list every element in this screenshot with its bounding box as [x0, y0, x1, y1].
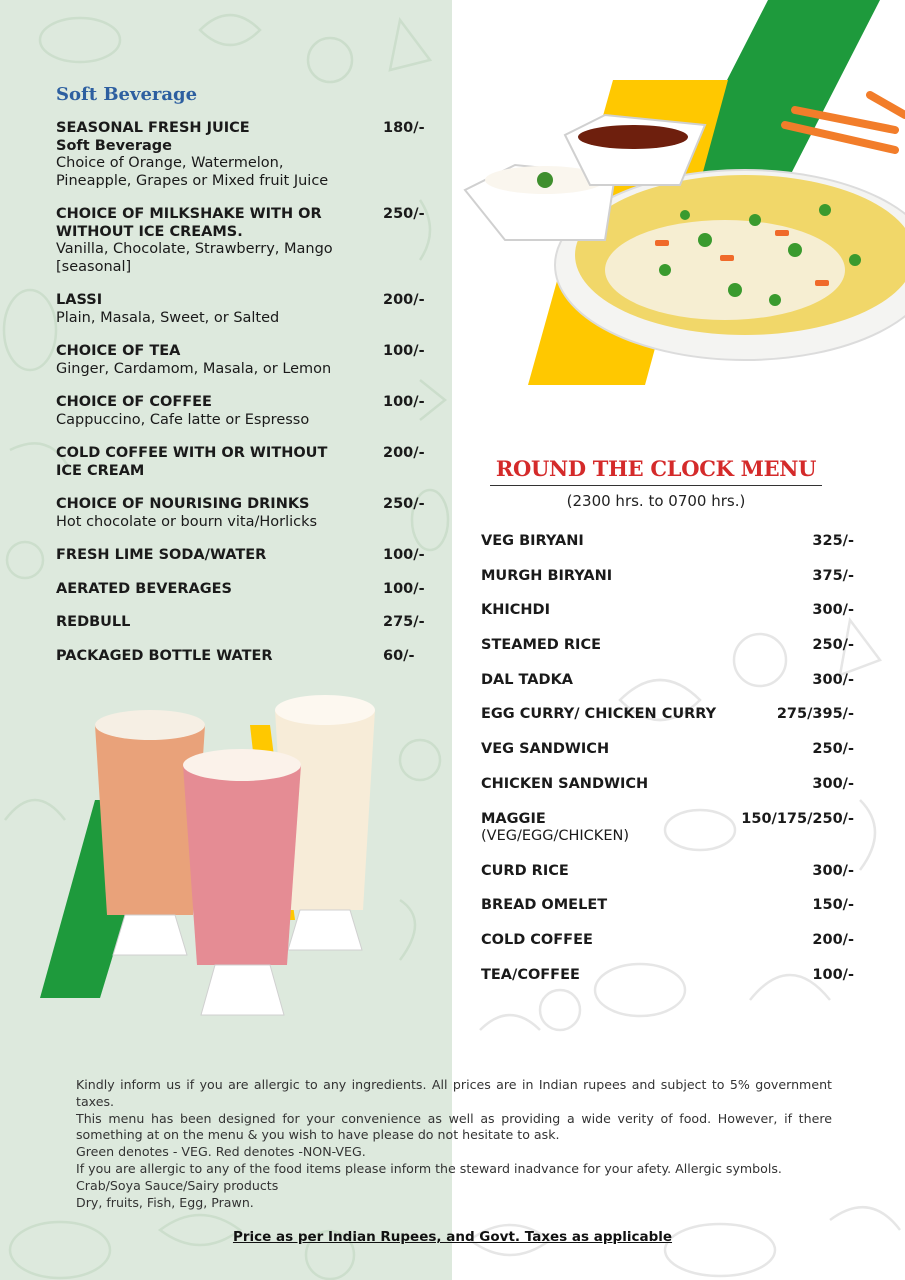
section-title-soft-beverage: Soft Beverage — [56, 84, 198, 105]
footer-text: Price as per Indian Rupees, and Govt. Taxes as applicable — [232, 1229, 673, 1245]
menu-item — [481, 863, 854, 898]
item-name: KHICHDI — [481, 602, 550, 619]
item-name: SEASONAL FRESH JUICE — [56, 120, 250, 136]
item-description: Cappuccino, Cafe latte or Espresso — [56, 411, 310, 428]
item-name: CHOICE OF NOURISING DRINKS — [56, 496, 310, 512]
menu-item — [56, 394, 436, 429]
item-price: 200/- — [812, 931, 854, 948]
item-name: MAGGIE — [481, 810, 546, 827]
item-subtitle: Soft Beverage — [56, 137, 173, 154]
item-name: TEA/COFFEE — [481, 966, 580, 983]
item-name: EGG CURRY/ CHICKEN CURRY — [481, 706, 717, 723]
item-subtitle: (VEG/EGG/CHICKEN) — [481, 828, 629, 844]
menu-item — [56, 496, 436, 531]
item-price: 375/- — [812, 567, 854, 584]
menu-item — [481, 568, 854, 603]
item-price: 300/- — [812, 671, 854, 688]
note-line: Kindly inform us if you are allergic to any ingredients. All prices are in Indian rupees and subject to 5% government taxes. — [76, 1077, 832, 1109]
item-price: 100/- — [812, 966, 854, 983]
item-name: VEG SANDWICH — [481, 741, 610, 758]
menu-item — [56, 445, 436, 480]
item-price: 100/- — [383, 343, 425, 359]
round-the-clock-title: ROUND THE CLOCK MENU — [495, 456, 817, 481]
item-price: 250/- — [812, 637, 854, 654]
item-name: STEAMED RICE — [481, 637, 601, 654]
item-name: LASSI — [56, 292, 103, 308]
item-name: CURD RICE — [481, 862, 569, 879]
menu-item — [56, 343, 436, 378]
menu-item — [56, 581, 436, 599]
item-name: PACKAGED BOTTLE WATER — [56, 647, 273, 664]
item-price: 100/- — [383, 394, 425, 410]
menu-item — [481, 776, 854, 811]
item-price: 150/- — [812, 897, 854, 914]
item-description: Plain, Masala, Sweet, or Salted — [56, 309, 280, 326]
item-price: 325/- — [812, 533, 854, 549]
item-description: Ginger, Cardamom, Masala, or Lemon — [56, 360, 332, 377]
item-price: 100/- — [383, 580, 425, 597]
item-price: 180/- — [383, 120, 425, 136]
item-name: COLD COFFEE WITH OR WITHOUT ICE CREAM — [56, 445, 328, 479]
item-name: MURGH BIRYANI — [481, 567, 613, 584]
note-line: This menu has been designed for your convenience as well as providing a wide verity of food. However, if there something at on the menu & you wish to have please do not hesitate to ask. — [76, 1110, 832, 1143]
menu-item — [481, 811, 854, 863]
item-name: VEG BIRYANI — [481, 533, 584, 549]
item-price: 250/- — [383, 206, 425, 222]
note-line: Green denotes - VEG. Red denotes -NON-VEG. — [76, 1144, 366, 1160]
item-description: Choice of Orange, Watermelon, Pineapple, Grapes or Mixed fruit Juice — [56, 155, 329, 189]
item-name: REDBULL — [56, 614, 131, 630]
item-price: 250/- — [812, 741, 854, 758]
item-name: BREAD OMELET — [481, 897, 608, 914]
menu-item — [56, 120, 436, 190]
item-description: Vanilla, Chocolate, Strawberry, Mango [seasonal] — [56, 241, 333, 275]
item-name: AERATED BEVERAGES — [56, 580, 232, 597]
price-footer — [0, 1229, 905, 1245]
item-name: FRESH LIME SODA/WATER — [56, 547, 267, 563]
item-price: 150/175/250/- — [741, 810, 854, 827]
milkshake-glasses-photo — [35, 685, 395, 1035]
menu-item — [481, 637, 854, 672]
item-price: 300/- — [812, 775, 854, 792]
item-name: CHICKEN SANDWICH — [481, 775, 649, 792]
round-the-clock-list — [481, 533, 854, 1001]
menu-item — [481, 967, 854, 1002]
menu-item — [481, 741, 854, 776]
note-line: If you are allergic to any of the food items please inform the steward inadvance for your afety. Allergic symbols. — [76, 1160, 782, 1176]
item-name: CHOICE OF COFFEE — [56, 394, 212, 410]
item-name: CHOICE OF TEA — [56, 343, 181, 359]
item-price: 300/- — [812, 862, 854, 879]
item-price: 275/- — [383, 614, 425, 630]
biryani-with-raita-photo — [455, 0, 905, 390]
note-line: Crab/Soya Sauce/Sairy products — [76, 1177, 279, 1193]
item-price: 200/- — [383, 445, 425, 461]
service-hours: (2300 hrs. to 0700 hrs.) — [566, 492, 746, 510]
item-name: DAL TADKA — [481, 671, 574, 688]
item-name: CHOICE OF MILKSHAKE WITH OR WITHOUT ICE CREAMS. — [56, 206, 322, 240]
menu-item — [481, 897, 854, 932]
menu-item — [56, 648, 436, 666]
item-price: 250/- — [383, 496, 425, 512]
menu-item — [481, 672, 854, 707]
item-price: 60/- — [383, 647, 415, 664]
note-line: Dry, fruits, Fish, Egg, Prawn. — [76, 1194, 254, 1210]
menu-item — [56, 292, 436, 327]
title-underline — [490, 485, 822, 486]
item-price: 200/- — [383, 292, 425, 308]
item-name: COLD COFFEE — [481, 931, 593, 948]
menu-item — [481, 932, 854, 967]
menu-item — [481, 533, 854, 568]
beverage-list — [56, 120, 436, 681]
menu-item — [56, 614, 436, 632]
menu-item — [481, 706, 854, 741]
menu-item — [481, 602, 854, 637]
item-description: Hot chocolate or bourn vita/Horlicks — [56, 513, 318, 530]
item-price: 300/- — [812, 602, 854, 619]
menu-item — [56, 547, 436, 565]
item-price: 100/- — [383, 547, 425, 563]
disclaimer-notes — [76, 1077, 832, 1211]
item-price: 275/395/- — [776, 706, 854, 723]
menu-item — [56, 206, 436, 276]
